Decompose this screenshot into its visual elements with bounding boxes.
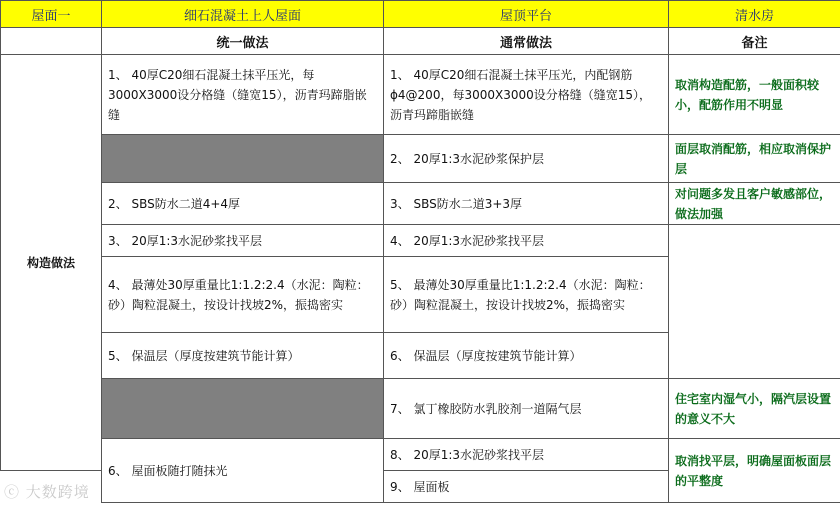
subheader-usual-method: 通常做法 (384, 28, 669, 55)
subheader-empty (1, 28, 102, 55)
note-4: 住宅室内湿气小，隔汽层设置的意义不大 (669, 379, 840, 439)
usual-item-6: 6、 保温层（厚度按建筑节能计算） (384, 333, 669, 379)
subheader-row (1, 28, 840, 55)
section-label: 构造做法 (1, 55, 102, 471)
header-roof-one: 屋面一 (1, 1, 102, 28)
unified-item-2: 2、 SBS防水二道4+4厚 (102, 183, 384, 225)
subheader-unified-method: 统一做法 (102, 28, 384, 55)
usual-item-1: 1、 40厚C20细石混凝土抹平压光，内配钢筋ϕ4@200，每3000X3000设分格缝（缝宽15），沥青玛蹄脂嵌缝 (384, 55, 669, 135)
table-row (1, 225, 840, 257)
unified-item-1: 1、 40厚C20细石混凝土抹平压光，每3000X3000设分格缝（缝宽15），沥青玛蹄脂嵌缝 (102, 55, 384, 135)
unified-item-4: 4、 最薄处30厚重量比1:1.2:2.4（水泥：陶粒：砂）陶粒混凝土，按设计找坡2%，振捣密实 (102, 257, 384, 333)
watermark (4, 481, 90, 502)
note-2: 面层取消配筋，相应取消保护层 (669, 135, 840, 183)
table-row (1, 379, 840, 439)
usual-item-7: 7、 氯丁橡胶防水乳胶剂一道隔气层 (384, 379, 669, 439)
note-1: 取消构造配筋，一般面积较小，配筋作用不明显 (669, 55, 840, 135)
table-row (1, 183, 840, 225)
usual-item-4: 4、 20厚1:3水泥砂浆找平层 (384, 225, 669, 257)
note-5: 取消找平层，明确屋面板面层的平整度 (669, 439, 840, 503)
usual-item-9: 9、 屋面板 (384, 471, 669, 503)
usual-item-2: 2、 20厚1:3水泥砂浆保护层 (384, 135, 669, 183)
subheader-remarks: 备注 (669, 28, 840, 55)
table-row (1, 135, 840, 183)
header-bare-shell-house: 清水房 (669, 1, 840, 28)
usual-item-3: 3、 SBS防水二道3+3厚 (384, 183, 669, 225)
table-row (1, 55, 840, 135)
unified-item-6: 6、 屋面板随打随抹光 (102, 439, 384, 503)
usual-item-5: 5、 最薄处30厚重量比1:1.2:2.4（水泥：陶粒：砂）陶粒混凝土，按设计找坡2%，振捣密实 (384, 257, 669, 333)
usual-item-8: 8、 20厚1:3水泥砂浆找平层 (384, 439, 669, 471)
header-roof-platform: 屋顶平台 (384, 1, 669, 28)
note-empty (669, 225, 840, 379)
note-3: 对问题多发且客户敏感部位，做法加强 (669, 183, 840, 225)
table-row (1, 439, 840, 471)
gray-empty-cell (102, 135, 384, 183)
watermark-logo-icon: ⓒ (4, 483, 21, 501)
unified-item-5: 5、 保温层（厚度按建筑节能计算） (102, 333, 384, 379)
header-row (1, 1, 840, 28)
gray-empty-cell (102, 379, 384, 439)
watermark-text: 大数跨境 (25, 483, 90, 501)
header-fine-concrete-roof: 细石混凝土上人屋面 (102, 1, 384, 28)
unified-item-3: 3、 20厚1:3水泥砂浆找平层 (102, 225, 384, 257)
